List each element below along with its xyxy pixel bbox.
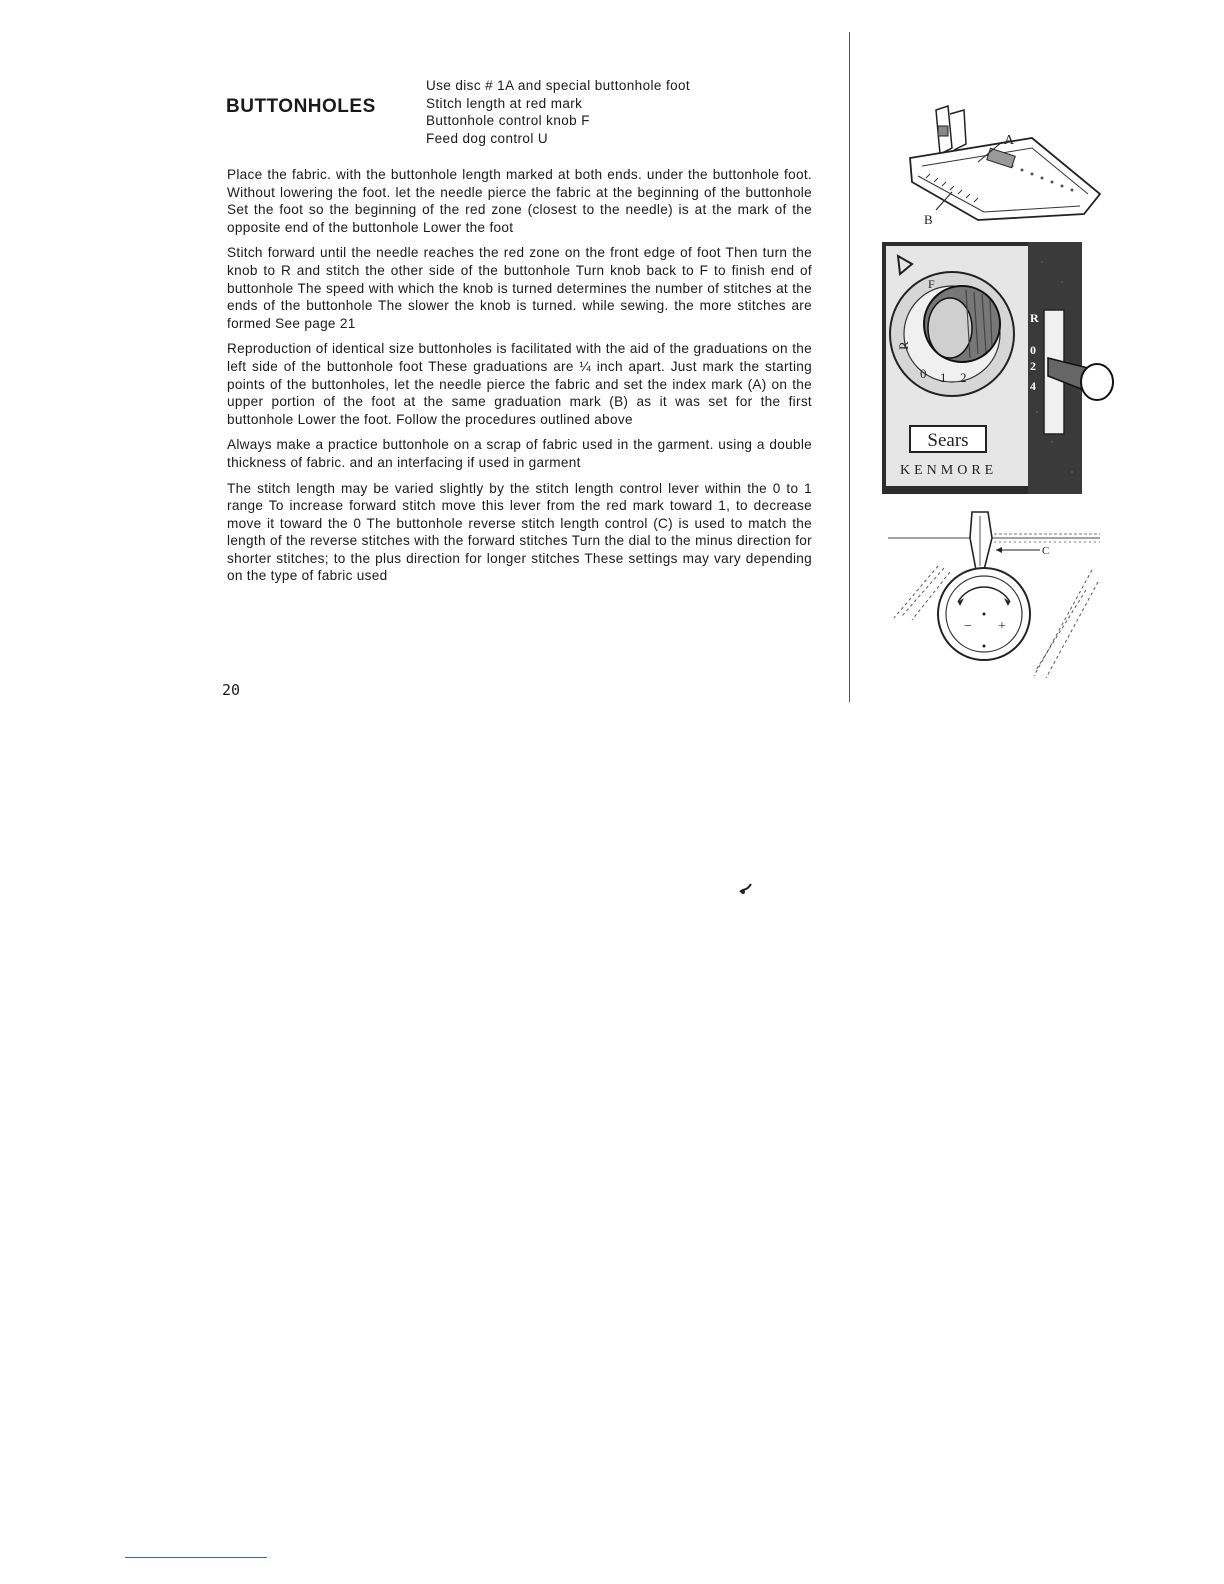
control-panel-figure (882, 242, 1122, 494)
paragraph-stitching: Stitch forward until the needle reaches the red zone on the front edge of foot Then turn the knob to R and stitch the other side of the buttonhole Turn knob back to F to finish end of buttonhole The speed with which the knob is turned determines the number of stitches at the ends of the buttonhole The slower the knob is turned. while sewing. the more stitches are formed See page 21 (227, 245, 812, 331)
knob-mark-0: 0 (920, 366, 927, 381)
knob-mark-r: R (896, 341, 911, 350)
label-b: B (924, 212, 933, 227)
paragraph-stitch-length: The stitch length may be varied slightly by the stitch length control lever within the 0 to 1 range To increase forward stitch move this lever from the red mark toward 1, to decrease move it toward the 0 The buttonhole reverse stitch length control (C) is used to match the length of the reverse stitches with the forward stitches Turn the dial to the minus direction for shorter stitches; to the plus direction for longer stitches These settings may vary depending on the type of fabric used (227, 480, 812, 584)
stray-mark (738, 882, 754, 896)
knob-mark-1: 1 (940, 370, 947, 385)
label-a: A (1004, 133, 1015, 148)
instructions-body (227, 166, 812, 593)
lever-mark-2: 2 (1030, 359, 1036, 373)
setting-line: Stitch length at red mark (426, 95, 583, 111)
paragraph-reproduction: Reproduction of identical size buttonholes is facilitated with the aid of the graduations on the left side of the buttonhole foot These graduations are ¼ inch apart. Just mark the starting points of the buttonholes, let the needle pierce the fabric and set the index mark (A) on the upper portion of the foot at the same graduation mark (B) as it was set for the first buttonhole Lower the foot. Follow the procedures outlined above (227, 341, 812, 427)
setting-line: Use disc # 1A and special buttonhole foot (426, 78, 691, 93)
column-divider (849, 32, 850, 702)
knob-mark-2: 2 (960, 370, 967, 385)
paragraph-practice: Always make a practice buttonhole on a scrap of fabric used in the garment. using a double thickness of fabric. and an interfacing if used in garment (227, 437, 812, 470)
lever-mark-0: 0 (1030, 343, 1036, 357)
dial-plus: + (998, 619, 1006, 634)
footnote-rule (125, 1557, 267, 1558)
page-number: 20 (222, 681, 241, 699)
setting-line: Buttonhole control knob F (426, 113, 590, 128)
label-c: C (1042, 545, 1050, 557)
lever-mark-r: R (1030, 311, 1039, 325)
brand-logo: Sears (927, 430, 969, 451)
section-title: BUTTONHOLES (226, 96, 376, 117)
model-name: KENMORE (900, 463, 998, 478)
buttonhole-foot-figure (892, 96, 1112, 236)
dial-minus: − (964, 619, 972, 634)
setting-line: Feed dog control U (426, 130, 549, 146)
reverse-stitch-dial-figure (884, 506, 1108, 682)
settings-list (426, 77, 690, 147)
paragraph-placing-fabric: Place the fabric. with the buttonhole length marked at both ends. under the buttonhole foot. Without lowering the foot. let the needle pierce the fabric at the beginning of the buttonhole Set the foot so the beginning of the red zone (closest to the needle) is at the mark of the opposite end of the buttonhole Lower the foot (227, 167, 812, 235)
knob-mark-f: F (928, 277, 935, 291)
lever-mark-4: 4 (1030, 379, 1036, 393)
